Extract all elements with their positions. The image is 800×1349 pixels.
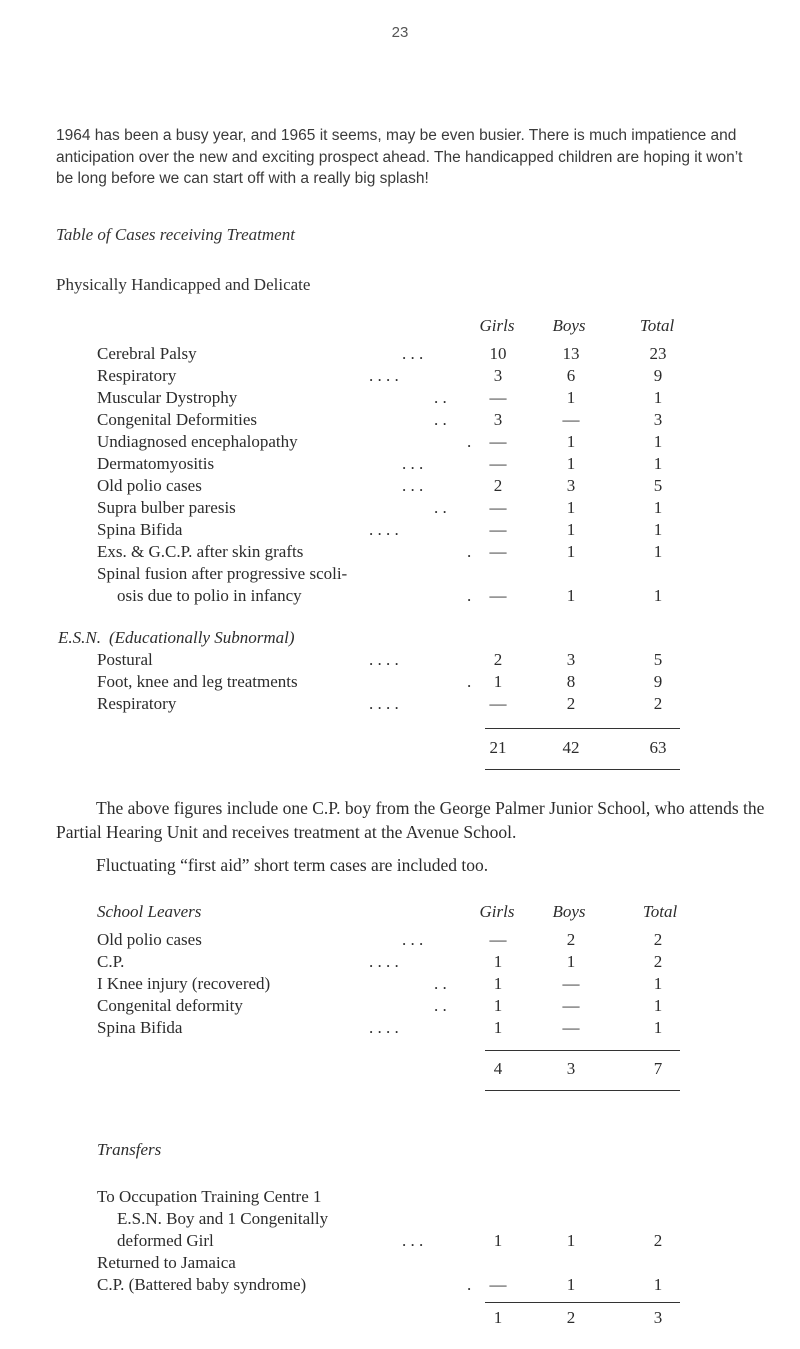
header-girls: Girls bbox=[479, 902, 515, 921]
girls-cell: 3 bbox=[493, 366, 503, 385]
row-label: Supra bulber paresis bbox=[97, 498, 236, 517]
total-rule-bottom bbox=[485, 1090, 680, 1091]
leader-dots: . . . bbox=[402, 930, 424, 949]
girls-cell: 1 bbox=[493, 974, 503, 993]
boys-cell: — bbox=[562, 974, 580, 993]
girls-total: 1 bbox=[493, 1308, 503, 1327]
leader-dots: . . . . bbox=[369, 952, 399, 971]
intro-paragraph: 1964 has been a busy year, and 1965 it seems, may be even busier. There is much impatience and anticipation over the new and exciting prospect ahead. The handicapped children are hoping it won’t be long before we can start off with a really big splash! bbox=[56, 127, 743, 187]
row-label-line2: E.S.N. Boy and 1 Congenitally bbox=[117, 1209, 329, 1228]
row-label: C.P. bbox=[97, 952, 125, 971]
esn-subheading: (Educationally Subnormal) bbox=[109, 628, 295, 647]
row-label: Old polio cases bbox=[97, 476, 202, 495]
leader-dots: . . bbox=[434, 498, 447, 517]
row-label: Respiratory bbox=[97, 366, 177, 385]
boys-total: 3 bbox=[566, 1059, 576, 1078]
leader-dots: . . . . bbox=[369, 366, 399, 385]
boys-cell: — bbox=[562, 996, 580, 1015]
total-cell: 1 bbox=[653, 454, 663, 473]
row-label: Cerebral Palsy bbox=[97, 344, 197, 363]
boys-cell: 1 bbox=[566, 952, 576, 971]
leader-dots: . . . . bbox=[369, 520, 399, 539]
row-label: Congenital Deformities bbox=[97, 410, 258, 429]
boys-cell: — bbox=[562, 1018, 580, 1037]
boys-cell: 13 bbox=[562, 344, 580, 363]
total-cell: 2 bbox=[653, 1231, 663, 1250]
total-cell: 5 bbox=[653, 650, 663, 669]
row-label: Respiratory bbox=[97, 694, 177, 713]
note-first-aid: Fluctuating “first aid” short term cases are included too. bbox=[96, 855, 489, 875]
row-label-line1: Spinal fusion after progressive scoli- bbox=[97, 564, 348, 583]
leader-dots: . . . bbox=[402, 476, 424, 495]
leader-dots: . bbox=[467, 1275, 472, 1294]
total-cell: 23 bbox=[649, 344, 667, 363]
total-cell: 5 bbox=[653, 476, 663, 495]
row-label: Old polio cases bbox=[97, 930, 202, 949]
row-label: I Knee injury (recovered) bbox=[97, 974, 271, 993]
header-girls: Girls bbox=[479, 316, 515, 335]
total-cell: 1 bbox=[653, 1275, 663, 1294]
total-rule-top bbox=[485, 1302, 680, 1303]
boys-cell: 1 bbox=[566, 520, 576, 539]
boys-cell: 6 bbox=[566, 366, 576, 385]
leader-dots: . bbox=[467, 542, 472, 561]
row-label: Dermatomyositis bbox=[97, 454, 215, 473]
girls-cell: 10 bbox=[489, 344, 507, 363]
boys-total: 42 bbox=[562, 738, 580, 757]
row-label: Exs. & G.C.P. after skin grafts bbox=[97, 542, 304, 561]
grand-total: 63 bbox=[649, 738, 667, 757]
total-cell: 9 bbox=[653, 672, 663, 691]
row-label: Undiagnosed encephalopathy bbox=[97, 432, 298, 451]
total-rule-bottom bbox=[485, 769, 680, 770]
leader-dots: . . . bbox=[402, 454, 424, 473]
grand-total: 3 bbox=[653, 1308, 663, 1327]
leader-dots: . . . . bbox=[369, 1018, 399, 1037]
row-label-line2: osis due to polio in infancy bbox=[117, 586, 302, 605]
boys-total: 2 bbox=[566, 1308, 576, 1327]
leavers-title: School Leavers bbox=[97, 902, 202, 921]
total-cell: 1 bbox=[653, 1018, 663, 1037]
leader-dots: . . . bbox=[402, 1231, 424, 1250]
row-label-line1: Returned to Jamaica bbox=[97, 1253, 236, 1272]
row-label-line1: To Occupation Training Centre 1 bbox=[97, 1187, 322, 1206]
boys-cell: — bbox=[562, 410, 580, 429]
boys-cell: 3 bbox=[566, 650, 576, 669]
girls-cell: — bbox=[489, 542, 507, 561]
total-cell: 1 bbox=[653, 996, 663, 1015]
note-partial-hearing: The above figures include one C.P. boy from the George Palmer Junior School, who attends the Partial Hearing Unit and receives treatment at the Avenue School. bbox=[56, 798, 765, 842]
total-cell: 2 bbox=[653, 930, 663, 949]
total-cell: 3 bbox=[653, 410, 663, 429]
leader-dots: . . bbox=[434, 410, 447, 429]
boys-cell: 3 bbox=[566, 476, 576, 495]
header-total: Total bbox=[642, 902, 678, 921]
row-label: Postural bbox=[97, 650, 153, 669]
total-cell: 1 bbox=[653, 520, 663, 539]
row-label-line2: C.P. (Battered baby syndrome) bbox=[97, 1275, 307, 1294]
total-cell: 1 bbox=[653, 974, 663, 993]
girls-cell: — bbox=[489, 520, 507, 539]
girls-cell: — bbox=[489, 432, 507, 451]
leader-dots: . bbox=[467, 672, 472, 691]
total-cell: 2 bbox=[653, 952, 663, 971]
leader-dots: . bbox=[467, 586, 472, 605]
girls-cell: — bbox=[489, 694, 507, 713]
leader-dots: . . bbox=[434, 974, 447, 993]
esn-heading: E.S.N. bbox=[58, 628, 101, 647]
girls-cell: 1 bbox=[493, 1231, 503, 1250]
leader-dots: . . . bbox=[402, 344, 424, 363]
page-number: 23 bbox=[391, 24, 409, 41]
total-cell: 1 bbox=[653, 498, 663, 517]
table-title: Table of Cases receiving Treatment bbox=[56, 225, 295, 244]
row-label-line3: deformed Girl bbox=[117, 1231, 214, 1250]
boys-cell: 1 bbox=[566, 388, 576, 407]
boys-cell: 1 bbox=[566, 432, 576, 451]
girls-total: 4 bbox=[493, 1059, 503, 1078]
total-cell: 1 bbox=[653, 542, 663, 561]
leader-dots: . . . . bbox=[369, 694, 399, 713]
girls-total: 21 bbox=[489, 738, 507, 757]
girls-cell: — bbox=[489, 498, 507, 517]
girls-cell: — bbox=[489, 930, 507, 949]
girls-cell: 1 bbox=[493, 952, 503, 971]
girls-cell: — bbox=[489, 388, 507, 407]
girls-cell: — bbox=[489, 454, 507, 473]
girls-cell: — bbox=[489, 586, 507, 605]
total-cell: 1 bbox=[653, 432, 663, 451]
girls-cell: 2 bbox=[493, 476, 503, 495]
total-cell: 1 bbox=[653, 388, 663, 407]
total-cell: 2 bbox=[653, 694, 663, 713]
grand-total: 7 bbox=[653, 1059, 663, 1078]
row-label: Foot, knee and leg treatments bbox=[97, 672, 298, 691]
boys-cell: 8 bbox=[566, 672, 576, 691]
girls-cell: 1 bbox=[493, 672, 503, 691]
girls-cell: — bbox=[489, 1275, 507, 1294]
header-boys: Boys bbox=[552, 316, 586, 335]
girls-cell: 1 bbox=[493, 1018, 503, 1037]
boys-cell: 1 bbox=[566, 586, 576, 605]
row-label: Spina Bifida bbox=[97, 1018, 183, 1037]
total-cell: 9 bbox=[653, 366, 663, 385]
total-cell: 1 bbox=[653, 586, 663, 605]
leader-dots: . bbox=[467, 432, 472, 451]
total-rule-top bbox=[485, 728, 680, 729]
boys-cell: 2 bbox=[566, 694, 576, 713]
leader-dots: . . bbox=[434, 388, 447, 407]
header-boys: Boys bbox=[552, 902, 586, 921]
row-label: Spina Bifida bbox=[97, 520, 183, 539]
boys-cell: 1 bbox=[566, 1231, 576, 1250]
boys-cell: 1 bbox=[566, 542, 576, 561]
girls-cell: 2 bbox=[493, 650, 503, 669]
row-label: Muscular Dystrophy bbox=[97, 388, 238, 407]
header-total: Total bbox=[639, 316, 675, 335]
row-label: Congenital deformity bbox=[97, 996, 243, 1015]
transfers-title: Transfers bbox=[97, 1140, 162, 1159]
leader-dots: . . . . bbox=[369, 650, 399, 669]
leader-dots: . . bbox=[434, 996, 447, 1015]
girls-cell: 3 bbox=[493, 410, 503, 429]
boys-cell: 1 bbox=[566, 1275, 576, 1294]
boys-cell: 1 bbox=[566, 498, 576, 517]
boys-cell: 1 bbox=[566, 454, 576, 473]
girls-cell: 1 bbox=[493, 996, 503, 1015]
boys-cell: 2 bbox=[566, 930, 576, 949]
section-title: Physically Handicapped and Delicate bbox=[56, 275, 311, 294]
total-rule-top bbox=[485, 1050, 680, 1051]
